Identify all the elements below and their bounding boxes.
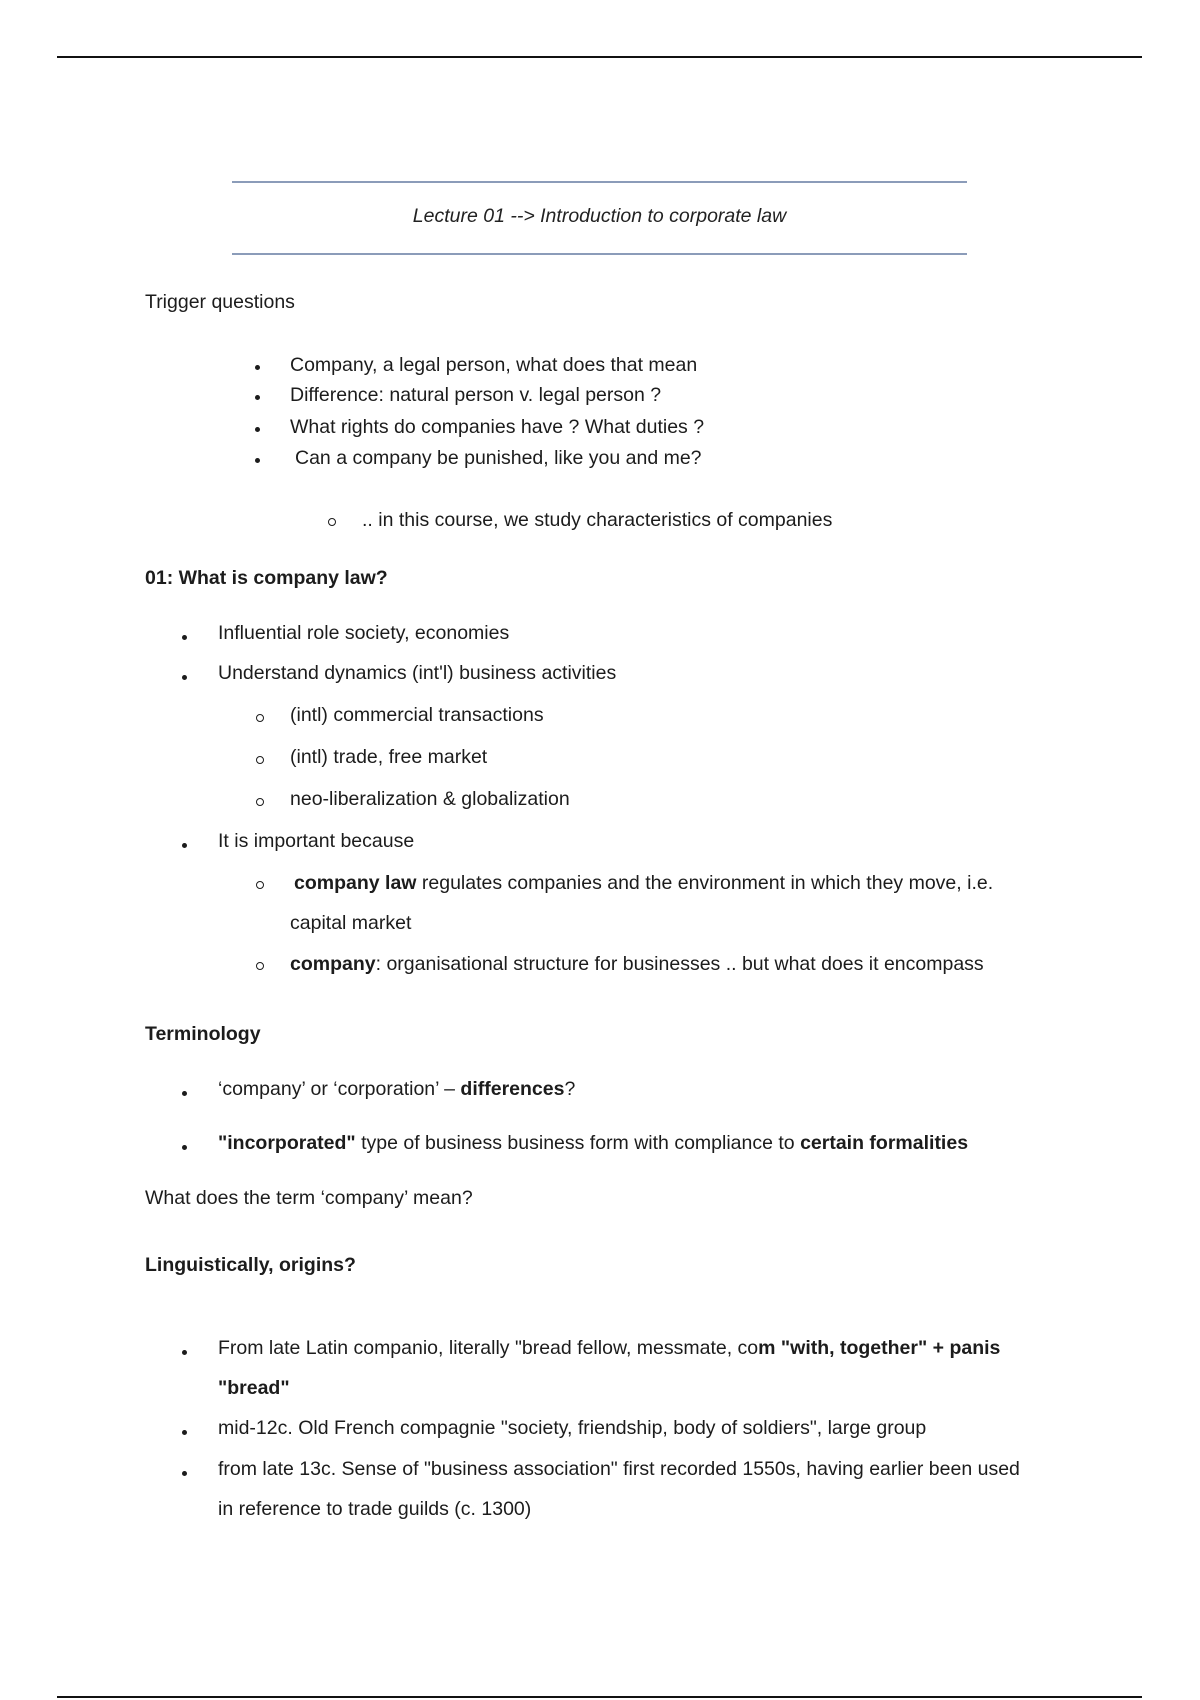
bullet-icon	[255, 427, 260, 432]
bullet-icon	[182, 1471, 187, 1476]
section1-sub-item: (intl) commercial transactions	[290, 704, 544, 726]
bullet-icon	[182, 1145, 187, 1150]
company-law-text-continued: capital market	[290, 912, 412, 934]
trigger-sub-item: .. in this course, we study characteristics of companies	[362, 509, 833, 531]
page-bottom-rule	[57, 1696, 1142, 1698]
section1-sub-item: neo-liberalization & globalization	[290, 788, 570, 810]
terminology-item-bold: differences	[460, 1078, 565, 1100]
trigger-item: What rights do companies have ? What duties ?	[290, 416, 705, 438]
bullet-icon	[182, 843, 187, 848]
title-block	[232, 181, 967, 255]
sub-bullet-icon	[256, 714, 264, 722]
section1-item: It is important because	[218, 830, 415, 852]
bullet-icon	[182, 1430, 187, 1435]
linguistic-item	[218, 1336, 1000, 1360]
linguistic-item-text: From late Latin companio, literally "bread fellow, messmate, co	[218, 1337, 759, 1359]
bullet-icon	[182, 1091, 187, 1096]
terminology-item	[218, 1131, 968, 1155]
company-law-definition	[294, 871, 993, 895]
linguistic-item-bold: m "with, together" + panis	[758, 1337, 1001, 1359]
sub-bullet-icon	[256, 798, 264, 806]
bullet-icon	[255, 395, 260, 400]
linguistic-heading: Linguistically, origins?	[145, 1254, 356, 1276]
company-law-text: regulates companies and the environment in which they move, i.e.	[416, 872, 994, 894]
terminology-item-text: type of business business form with compliance to	[355, 1132, 801, 1154]
trigger-item: Difference: natural person v. legal person ?	[290, 384, 662, 406]
terminology-item	[218, 1077, 575, 1101]
page-top-rule	[57, 56, 1142, 58]
question-text: What does the term ‘company’ mean?	[145, 1187, 473, 1209]
bullet-icon	[182, 635, 187, 640]
trigger-item: Company, a legal person, what does that mean	[290, 354, 698, 376]
linguistic-item: mid-12c. Old French compagnie "society, friendship, body of soldiers", large group	[218, 1417, 927, 1439]
section1-sub-item: (intl) trade, free market	[290, 746, 488, 768]
sub-bullet-icon	[328, 518, 336, 526]
bullet-icon	[182, 1350, 187, 1355]
incorporated-term: "incorporated"	[218, 1132, 356, 1154]
bullet-icon	[255, 365, 260, 370]
section1-item: Understand dynamics (int'l) business activities	[218, 662, 617, 684]
section1-item: Influential role society, economies	[218, 622, 510, 644]
bullet-icon	[182, 675, 187, 680]
sub-bullet-icon	[256, 881, 264, 889]
bullet-icon	[255, 458, 260, 463]
terminology-item-text: ‘company’ or ‘corporation’ –	[218, 1078, 461, 1100]
company-law-term: company law	[294, 872, 417, 894]
certain-formalities-term: certain formalities	[800, 1132, 969, 1154]
company-term: company	[290, 953, 376, 975]
trigger-heading: Trigger questions	[145, 291, 295, 313]
terminology-heading: Terminology	[145, 1023, 261, 1045]
section1-heading: 01: What is company law?	[145, 567, 388, 589]
terminology-item-end: ?	[564, 1078, 576, 1100]
company-definition	[290, 952, 984, 976]
linguistic-item-continued: in reference to trade guilds (c. 1300)	[218, 1498, 532, 1520]
trigger-item: Can a company be punished, like you and me?	[295, 447, 702, 469]
sub-bullet-icon	[256, 962, 264, 970]
linguistic-item: from late 13c. Sense of "business association" first recorded 1550s, having earlier been used	[218, 1458, 1020, 1480]
sub-bullet-icon	[256, 756, 264, 764]
linguistic-item-continued: "bread"	[218, 1377, 290, 1399]
lecture-title: Lecture 01 --> Introduction to corporate law	[412, 205, 787, 227]
company-text: : organisational structure for businesses .. but what does it encompass	[375, 953, 984, 975]
